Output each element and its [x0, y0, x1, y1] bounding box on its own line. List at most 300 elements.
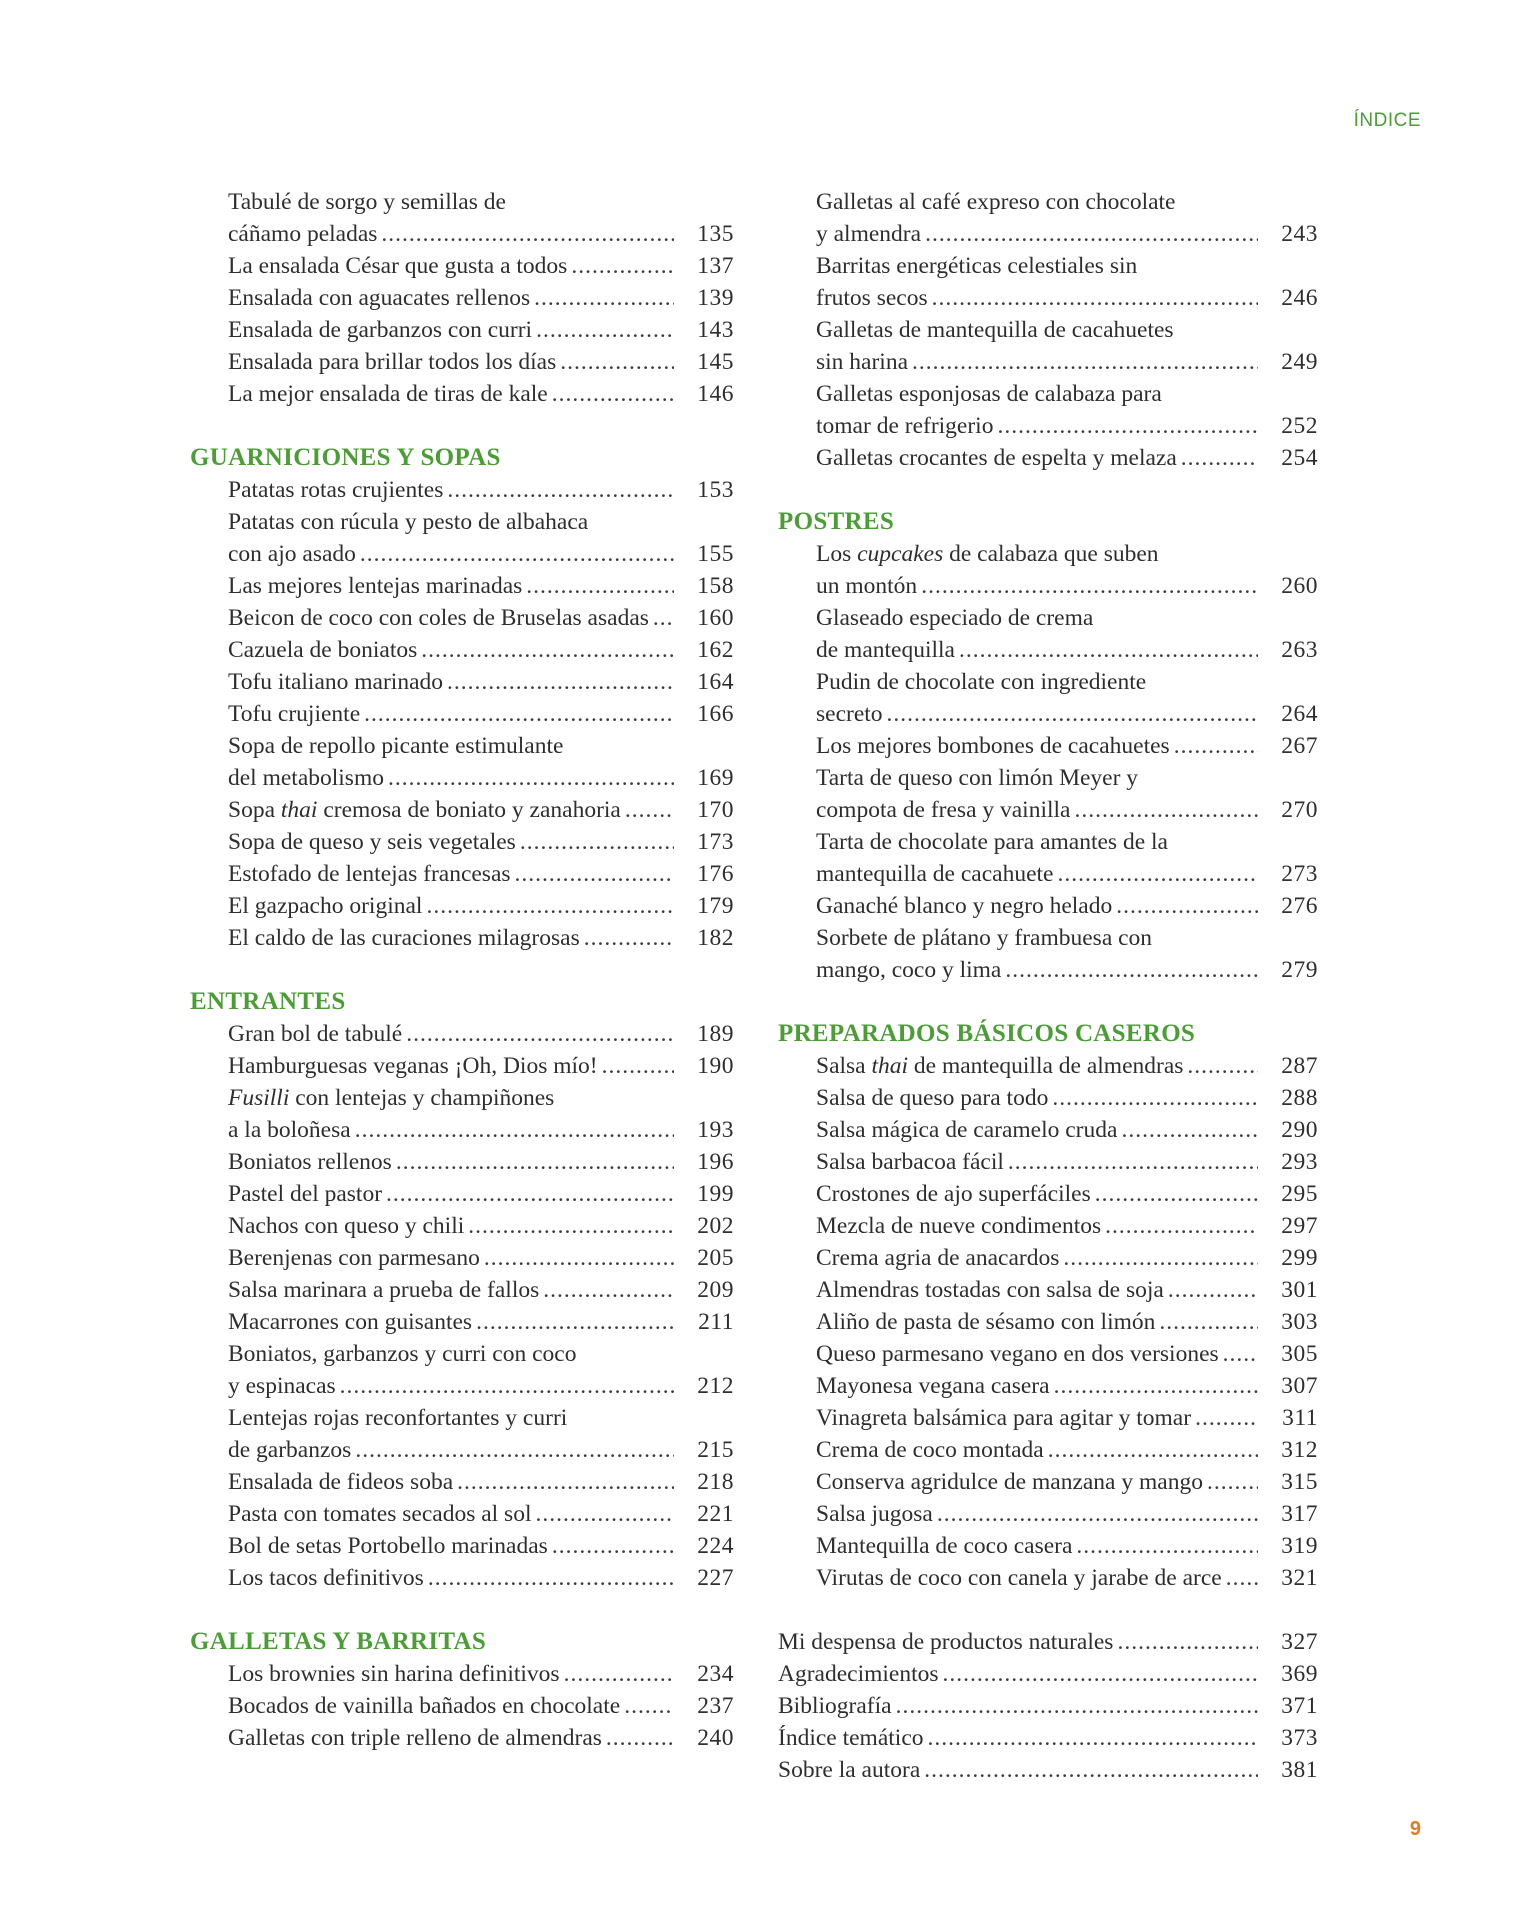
index-entry[interactable] [190, 282, 734, 314]
entry-row [816, 730, 1318, 762]
index-entry[interactable] [190, 1562, 734, 1594]
index-entry[interactable] [778, 1402, 1318, 1434]
index-entry[interactable] [778, 1466, 1318, 1498]
entry-row [228, 1658, 734, 1690]
index-entry[interactable] [778, 250, 1318, 314]
index-entry[interactable] [190, 1658, 734, 1690]
dot-leader [932, 282, 1258, 314]
dot-leader [406, 1018, 674, 1050]
entry-row [816, 1146, 1318, 1178]
index-entry[interactable] [778, 922, 1318, 986]
dot-leader [1226, 1562, 1258, 1594]
index-entry[interactable] [190, 1274, 734, 1306]
entry-row [816, 890, 1318, 922]
entry-title: Mayonesa vegana casera [816, 1373, 1050, 1399]
dot-leader [1074, 794, 1258, 826]
section-heading: POSTRES [778, 508, 895, 535]
dot-leader [536, 314, 674, 346]
index-entry[interactable] [778, 826, 1318, 890]
entry-title: El caldo de las curaciones milagrosas [228, 925, 580, 951]
entry-title: con ajo asado [228, 541, 356, 567]
index-entry[interactable] [190, 1146, 734, 1178]
dot-leader [421, 634, 674, 666]
dot-leader [1117, 1626, 1258, 1658]
index-entry[interactable] [778, 666, 1318, 730]
entry-title-line: Lentejas rojas reconfortantes y curri [228, 1405, 568, 1431]
entry-page-number: 260 [1281, 573, 1318, 599]
entry-row [228, 1018, 734, 1050]
entry-row [228, 538, 734, 570]
entry-page-number: 146 [697, 381, 734, 407]
dot-leader [1063, 1242, 1258, 1274]
index-section [778, 1018, 1318, 1594]
entry-page-number: 221 [697, 1501, 734, 1527]
entry-title: Conserva agridulce de manzana y mango [816, 1469, 1203, 1495]
entry-title: Sopa thai cremosa de boniato y zanahoria [228, 797, 621, 823]
entry-title-line: Tabulé de sorgo y semillas de [228, 189, 506, 215]
dot-leader [526, 570, 674, 602]
index-entry[interactable] [190, 1210, 734, 1242]
dot-leader [1187, 1050, 1258, 1082]
index-entry[interactable] [778, 1146, 1318, 1178]
index-entry[interactable] [190, 794, 734, 826]
entry-page-number: 182 [697, 925, 734, 951]
entry-page-number: 267 [1281, 733, 1318, 759]
dot-leader [360, 538, 674, 570]
entry-row [816, 346, 1318, 378]
entry-page-number: 243 [1281, 221, 1318, 247]
index-section [190, 986, 734, 1594]
entry-title-line: Galletas de mantequilla de cacahuetes [816, 317, 1174, 343]
dot-leader [447, 666, 674, 698]
entry-title: Ensalada con aguacates rellenos [228, 285, 531, 311]
index-entry[interactable] [190, 506, 734, 570]
dot-leader [1116, 890, 1258, 922]
entry-row [228, 346, 734, 378]
entry-page-number: 246 [1281, 285, 1318, 311]
entry-page-number: 176 [697, 861, 734, 887]
entry-row [816, 794, 1318, 826]
entry-row [228, 1690, 734, 1722]
dot-leader [925, 218, 1258, 250]
dot-leader [364, 698, 674, 730]
dot-leader [887, 698, 1258, 730]
entry-page-number: 263 [1281, 637, 1318, 663]
index-entry[interactable] [778, 1754, 1318, 1786]
dot-leader [584, 922, 674, 954]
entry-title: Queso parmesano vegano en dos versiones [816, 1341, 1219, 1367]
index-entry[interactable] [778, 538, 1318, 602]
index-entry[interactable] [778, 1306, 1318, 1338]
entry-page-number: 170 [697, 797, 734, 823]
index-entry[interactable] [778, 602, 1318, 666]
index-entry[interactable] [778, 186, 1318, 250]
entry-page-number: 211 [698, 1309, 734, 1335]
entry-page-number: 303 [1281, 1309, 1318, 1335]
entry-title: Nachos con queso y chili [228, 1213, 465, 1239]
entry-row [228, 794, 734, 826]
index-section [190, 442, 734, 954]
entry-title: compota de fresa y vainilla [816, 797, 1071, 823]
entry-title: un montón [816, 573, 918, 599]
dot-leader [1048, 1434, 1258, 1466]
index-entry[interactable] [778, 1722, 1318, 1754]
index-entry[interactable] [778, 1178, 1318, 1210]
entry-row [228, 474, 734, 506]
dot-leader [381, 218, 674, 250]
dot-leader [924, 1754, 1258, 1786]
index-entry[interactable] [190, 186, 734, 250]
entry-title-line: Sorbete de plátano y frambuesa con [816, 925, 1153, 951]
italic-term: Fusilli [228, 1085, 290, 1111]
index-entry[interactable] [778, 1562, 1318, 1594]
entry-title-line: Los cupcakes de calabaza que suben [816, 541, 1159, 567]
dot-leader [1105, 1210, 1258, 1242]
index-entry[interactable] [778, 1082, 1318, 1114]
dot-leader [564, 1658, 674, 1690]
index-entry[interactable] [778, 1658, 1318, 1690]
entry-row [816, 1562, 1318, 1594]
entry-page-number: 237 [697, 1693, 734, 1719]
dot-leader [396, 1146, 674, 1178]
index-entry[interactable] [190, 1082, 734, 1146]
entry-page-number: 319 [1281, 1533, 1318, 1559]
entry-row [816, 1498, 1318, 1530]
index-entry[interactable] [190, 1050, 734, 1082]
dot-leader [997, 410, 1258, 442]
entry-page-number: 240 [697, 1725, 734, 1751]
index-entry[interactable] [190, 474, 734, 506]
entry-page-number: 193 [697, 1117, 734, 1143]
index-entry[interactable] [190, 634, 734, 666]
entry-page-number: 279 [1281, 957, 1318, 983]
entry-page-number: 273 [1281, 861, 1318, 887]
entry-row [816, 1338, 1318, 1370]
entry-row [816, 1274, 1318, 1306]
entry-title: Hamburguesas veganas ¡Oh, Dios mío! [228, 1053, 598, 1079]
entry-title: Salsa barbacoa fácil [816, 1149, 1004, 1175]
entry-page-number: 160 [697, 605, 734, 631]
entry-title: Salsa jugosa [816, 1501, 933, 1527]
dot-leader [1005, 954, 1258, 986]
index-entry[interactable] [190, 1466, 734, 1498]
entry-row [228, 1434, 734, 1466]
index-entry[interactable] [190, 1530, 734, 1562]
entry-row [228, 1530, 734, 1562]
entry-row [228, 634, 734, 666]
entry-page-number: 139 [697, 285, 734, 311]
section-heading: ENTRANTES [190, 988, 346, 1015]
index-entry[interactable] [190, 570, 734, 602]
index-entry[interactable] [190, 858, 734, 890]
dot-leader [386, 1178, 674, 1210]
entry-title: secreto [816, 701, 883, 727]
entry-row [228, 1242, 734, 1274]
entry-row [816, 570, 1318, 602]
dot-leader [552, 1530, 674, 1562]
entry-row [228, 1722, 734, 1754]
index-entry[interactable] [778, 1626, 1318, 1658]
entry-title: Crostones de ajo superfáciles [816, 1181, 1091, 1207]
index-entry[interactable] [190, 666, 734, 698]
entry-title: Ensalada de garbanzos con curri [228, 317, 533, 343]
entry-title: Salsa de queso para todo [816, 1085, 1049, 1111]
dot-leader [388, 762, 674, 794]
dot-leader [1181, 442, 1258, 474]
entry-title: Bibliografía [778, 1693, 892, 1719]
index-entry[interactable] [778, 1050, 1318, 1082]
entry-row [816, 1466, 1318, 1498]
entry-page-number: 293 [1281, 1149, 1318, 1175]
entry-row [228, 250, 734, 282]
entry-page-number: 199 [697, 1181, 734, 1207]
entry-title: Salsa thai de mantequilla de almendras [816, 1053, 1184, 1079]
entry-title-line: Tarta de chocolate para amantes de la [816, 829, 1168, 855]
dot-leader [1195, 1402, 1258, 1434]
section-heading: GUARNICIONES Y SOPAS [190, 444, 501, 471]
entry-row [228, 1114, 734, 1146]
entry-row [228, 1178, 734, 1210]
entry-page-number: 189 [697, 1021, 734, 1047]
entry-row [816, 1210, 1318, 1242]
dot-leader [912, 346, 1258, 378]
index-section [190, 1626, 734, 1754]
index-entry[interactable] [190, 730, 734, 794]
entry-title: Ensalada para brillar todos los días [228, 349, 557, 375]
entry-page-number: 234 [697, 1661, 734, 1687]
entry-title: Estofado de lentejas francesas [228, 861, 511, 887]
index-entry[interactable] [190, 1498, 734, 1530]
index-entry[interactable] [190, 1722, 734, 1754]
entry-title: Pasta con tomates secados al sol [228, 1501, 532, 1527]
index-entry[interactable] [778, 1114, 1318, 1146]
entry-title: del metabolismo [228, 765, 384, 791]
index-entry[interactable] [190, 250, 734, 282]
italic-term: cupcakes [857, 541, 944, 567]
entry-row [816, 1050, 1318, 1082]
index-entry[interactable] [190, 1306, 734, 1338]
index-entry[interactable] [190, 890, 734, 922]
entry-page-number: 145 [697, 349, 734, 375]
entry-title-line: Barritas energéticas celestiales sin [816, 253, 1138, 279]
entry-row [228, 1306, 734, 1338]
entry-row [228, 890, 734, 922]
entry-row [228, 602, 734, 634]
entry-title-line: Patatas con rúcula y pesto de albahaca [228, 509, 589, 535]
dot-leader [1223, 1338, 1258, 1370]
entry-row [816, 410, 1318, 442]
entry-page-number: 254 [1281, 445, 1318, 471]
entry-row [228, 218, 734, 250]
entry-title-line: Galletas esponjosas de calabaza para [816, 381, 1162, 407]
entry-title: Mantequilla de coco casera [816, 1533, 1073, 1559]
index-entry[interactable] [778, 314, 1318, 378]
entry-page-number: 301 [1281, 1277, 1318, 1303]
entry-title: Crema de coco montada [816, 1437, 1044, 1463]
entry-title: Macarrones con guisantes [228, 1309, 473, 1335]
entry-title: Los tacos definitivos [228, 1565, 424, 1591]
entry-page-number: 249 [1281, 349, 1318, 375]
dot-leader [355, 1114, 674, 1146]
dot-leader [484, 1242, 674, 1274]
index-entry[interactable] [778, 1690, 1318, 1722]
index-entry[interactable] [778, 1370, 1318, 1402]
entry-title: Los mejores bombones de cacahuetes [816, 733, 1170, 759]
entry-row [228, 762, 734, 794]
entry-title: mantequilla de cacahuete [816, 861, 1054, 887]
dot-leader [943, 1658, 1258, 1690]
index-entry[interactable] [190, 1402, 734, 1466]
index-entry[interactable] [778, 1530, 1318, 1562]
entry-page-number: 202 [697, 1213, 734, 1239]
index-entry[interactable] [190, 698, 734, 730]
index-entry[interactable] [778, 890, 1318, 922]
entry-title-line: Tarta de queso con limón Meyer y [816, 765, 1139, 791]
dot-leader [543, 1274, 674, 1306]
entry-page-number: 276 [1281, 893, 1318, 919]
index-entry[interactable] [190, 1338, 734, 1402]
dot-leader [1159, 1306, 1258, 1338]
entry-page-number: 288 [1281, 1085, 1318, 1111]
entry-page-number: 373 [1281, 1725, 1318, 1751]
entry-title: Las mejores lentejas marinadas [228, 573, 523, 599]
dot-leader [625, 794, 674, 826]
entry-title-line: Pudin de chocolate con ingrediente [816, 669, 1147, 695]
section-heading: GALLETAS Y BARRITAS [190, 1628, 487, 1655]
entry-page-number: 173 [697, 829, 734, 855]
entry-title-line: Sopa de repollo picante estimulante [228, 733, 564, 759]
index-entry[interactable] [778, 1498, 1318, 1530]
dot-leader [1008, 1146, 1258, 1178]
entry-title: Los brownies sin harina definitivos [228, 1661, 560, 1687]
entry-page-number: 311 [1282, 1405, 1318, 1431]
entry-title-line: Galletas al café expreso con chocolate [816, 189, 1176, 215]
entry-row [816, 1242, 1318, 1274]
index-entry[interactable] [190, 1242, 734, 1274]
index-entry[interactable] [778, 762, 1318, 826]
entry-title: cáñamo peladas [228, 221, 378, 247]
index-entry[interactable] [778, 378, 1318, 442]
dot-leader [1052, 1082, 1258, 1114]
index-entry[interactable] [190, 1018, 734, 1050]
entry-row [816, 1370, 1318, 1402]
entry-title: Salsa mágica de caramelo cruda [816, 1117, 1118, 1143]
entry-row [816, 634, 1318, 666]
entry-title: Mi despensa de productos naturales [778, 1629, 1114, 1655]
index-entry[interactable] [190, 602, 734, 634]
entry-row [816, 1306, 1318, 1338]
entry-title-line: Glaseado especiado de crema [816, 605, 1094, 631]
index-entry[interactable] [778, 1338, 1318, 1370]
entry-title: Pastel del pastor [228, 1181, 383, 1207]
dot-leader [1076, 1530, 1258, 1562]
dot-leader [606, 1722, 674, 1754]
entry-title: Ganaché blanco y negro helado [816, 893, 1113, 919]
index-entry[interactable] [190, 346, 734, 378]
entry-page-number: 305 [1281, 1341, 1318, 1367]
entry-title-line: Boniatos, garbanzos y curri con coco [228, 1341, 577, 1367]
entry-row [816, 1434, 1318, 1466]
entry-page-number: 312 [1281, 1437, 1318, 1463]
entry-row [816, 698, 1318, 730]
dot-leader [1174, 730, 1258, 762]
entry-title: Almendras tostadas con salsa de soja [816, 1277, 1164, 1303]
index-entry[interactable] [190, 1178, 734, 1210]
entry-title: Bol de setas Portobello marinadas [228, 1533, 548, 1559]
entry-row [228, 1466, 734, 1498]
index-section [778, 506, 1318, 986]
entry-row [228, 1146, 734, 1178]
index-entry[interactable] [190, 314, 734, 346]
index-entry[interactable] [778, 1434, 1318, 1466]
entry-row [228, 922, 734, 954]
entry-row [816, 1082, 1318, 1114]
entry-title: Crema agria de anacardos [816, 1245, 1060, 1271]
entry-page-number: 196 [697, 1149, 734, 1175]
index-entry[interactable] [778, 1210, 1318, 1242]
entry-page-number: 327 [1281, 1629, 1318, 1655]
index-entry[interactable] [190, 826, 734, 858]
entry-page-number: 227 [697, 1565, 734, 1591]
entry-title: Berenjenas con parmesano [228, 1245, 480, 1271]
entry-title: Galletas con triple relleno de almendras [228, 1725, 602, 1751]
dot-leader [447, 474, 674, 506]
dot-leader [515, 858, 674, 890]
entry-row [816, 442, 1318, 474]
index-entry[interactable] [778, 1274, 1318, 1306]
page-number: 9 [1409, 1818, 1421, 1840]
entry-page-number: 317 [1281, 1501, 1318, 1527]
index-entry[interactable] [190, 922, 734, 954]
entry-page-number: 287 [1281, 1053, 1318, 1079]
entry-row [228, 378, 734, 410]
dot-leader [520, 826, 674, 858]
entry-page-number: 153 [697, 477, 734, 503]
index-entry[interactable] [778, 442, 1318, 474]
entry-title: Tofu italiano marinado [228, 669, 444, 695]
index-entry[interactable] [190, 1690, 734, 1722]
italic-term: thai [871, 1053, 909, 1079]
entry-title: Sobre la autora [778, 1757, 921, 1783]
entry-row [778, 1626, 1318, 1658]
dot-leader [571, 250, 674, 282]
entry-page-number: 270 [1281, 797, 1318, 823]
entry-title: Cazuela de boniatos [228, 637, 418, 663]
entry-title: Bocados de vainilla bañados en chocolate [228, 1693, 621, 1719]
entry-title: de mantequilla [816, 637, 955, 663]
dot-leader [468, 1210, 674, 1242]
entry-row [816, 1530, 1318, 1562]
entry-page-number: 190 [697, 1053, 734, 1079]
entry-row [816, 282, 1318, 314]
entry-row [816, 858, 1318, 890]
entry-page-number: 315 [1281, 1469, 1318, 1495]
dot-leader [928, 1722, 1259, 1754]
index-entry[interactable] [778, 730, 1318, 762]
index-entry[interactable] [190, 378, 734, 410]
index-entry[interactable] [778, 1242, 1318, 1274]
dot-leader [653, 602, 674, 634]
entry-row [228, 1370, 734, 1402]
entry-row [816, 1114, 1318, 1146]
entry-row [228, 1210, 734, 1242]
entry-page-number: 209 [697, 1277, 734, 1303]
entry-page-number: 155 [697, 541, 734, 567]
entry-row [778, 1722, 1318, 1754]
entry-title-line: Fusilli con lentejas y champiñones [228, 1085, 555, 1111]
entry-row [778, 1690, 1318, 1722]
entry-row [228, 858, 734, 890]
